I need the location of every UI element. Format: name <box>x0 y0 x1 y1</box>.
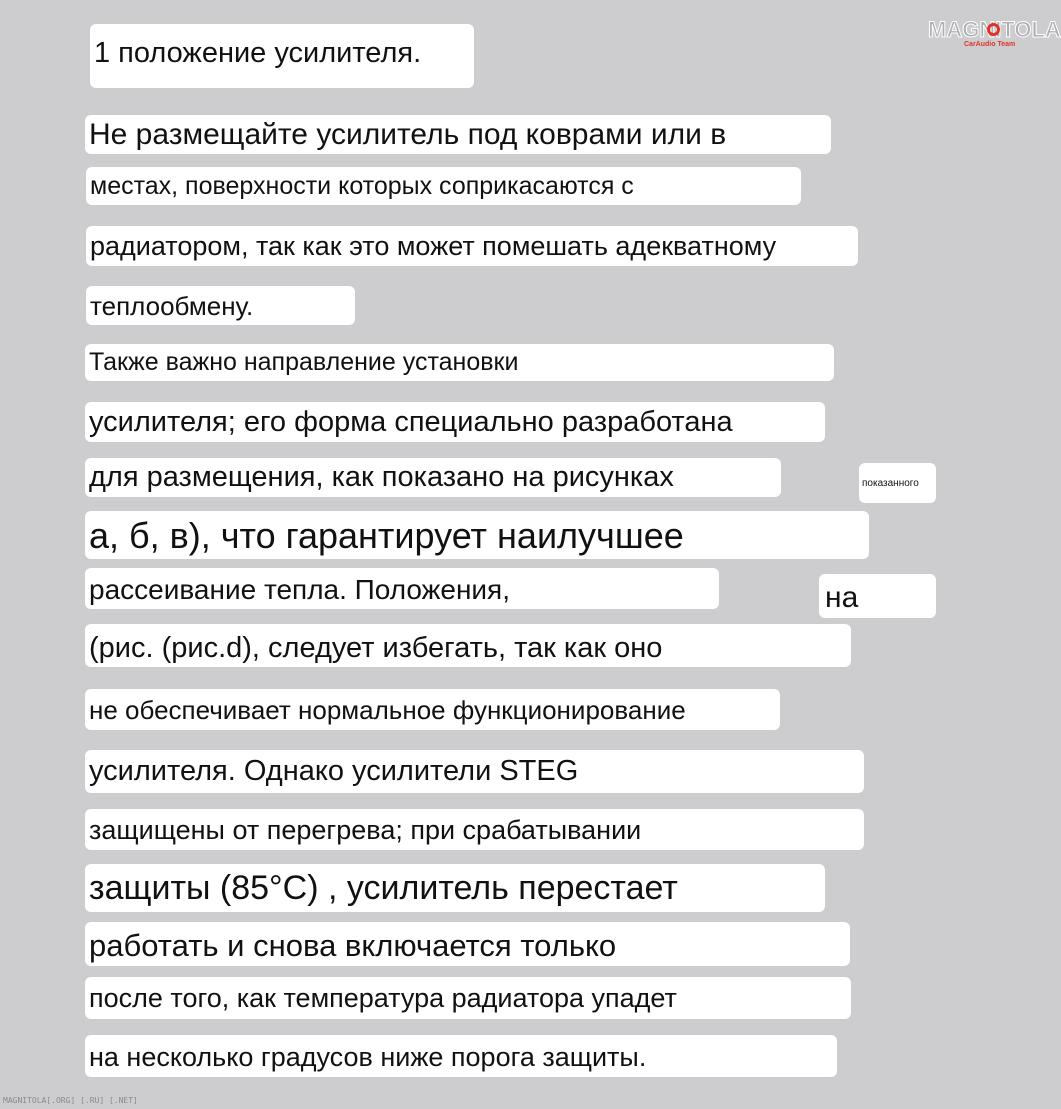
logo-ring-icon <box>987 23 1000 36</box>
footer-watermark: MAGNITOLA[.ORG] [.RU] [.NET] <box>3 1096 138 1105</box>
text-line <box>85 344 834 381</box>
text-line-12: усилителя. Однако усилители STEG <box>89 755 579 787</box>
text-line <box>86 226 858 266</box>
text-line-13: защищены от перегрева; при срабатывании <box>89 815 642 845</box>
text-line-7: для размещения, как показано на рисунках <box>89 461 674 493</box>
text-line <box>85 1035 837 1077</box>
logo-wordmark: MAGNITOLA <box>928 17 1061 42</box>
text-line-0: 1 положение усилителя. <box>94 37 422 69</box>
side-note-1: на <box>825 581 859 614</box>
side-note <box>859 463 936 503</box>
text-line-11: не обеспечивает нормальное функционирование <box>89 695 686 725</box>
magnitola-logo <box>928 17 1061 52</box>
text-line <box>85 458 781 497</box>
text-line <box>85 511 869 559</box>
text-line <box>85 402 825 442</box>
text-line <box>85 568 719 609</box>
text-line-2: местах, поверхности которых соприкасаются с <box>90 172 634 200</box>
text-line <box>85 689 780 730</box>
text-line-8: а, б, в), что гарантирует наилучшее <box>89 515 684 556</box>
logo-subtitle: CarAudio Team <box>964 41 1016 48</box>
text-line <box>85 864 825 912</box>
side-note-0: показанного <box>862 478 919 489</box>
text-line <box>86 167 801 205</box>
text-line <box>85 750 864 793</box>
text-line-4: теплообмену. <box>90 291 254 321</box>
heading-line <box>90 24 474 88</box>
side-note <box>819 574 936 618</box>
text-line <box>86 286 355 325</box>
text-line-15: работать и снова включается только <box>89 928 617 963</box>
text-line <box>85 977 851 1019</box>
text-line-16: после того, как температура радиатора упадет <box>89 983 677 1013</box>
text-line <box>85 115 831 154</box>
text-line-1: Не размещайте усилитель под коврами или в <box>89 118 727 151</box>
text-line-3: радиатором, так как это может помешать адекватному <box>90 231 777 261</box>
text-line-9: рассеивание тепла. Положения, <box>89 574 510 605</box>
text-line <box>85 922 850 966</box>
text-line-6: усилителя; его форма специально разработана <box>89 406 733 438</box>
text-line-10: (рис. (рис.d), следует избегать, так как оно <box>89 632 663 664</box>
text-line <box>85 624 851 667</box>
text-line-17: на несколько градусов ниже порога защиты. <box>89 1042 647 1072</box>
text-line-14: защиты (85°C) , усилитель перестает <box>89 869 678 907</box>
text-line-5: Также важно направление установки <box>89 348 519 376</box>
text-line <box>85 809 864 850</box>
